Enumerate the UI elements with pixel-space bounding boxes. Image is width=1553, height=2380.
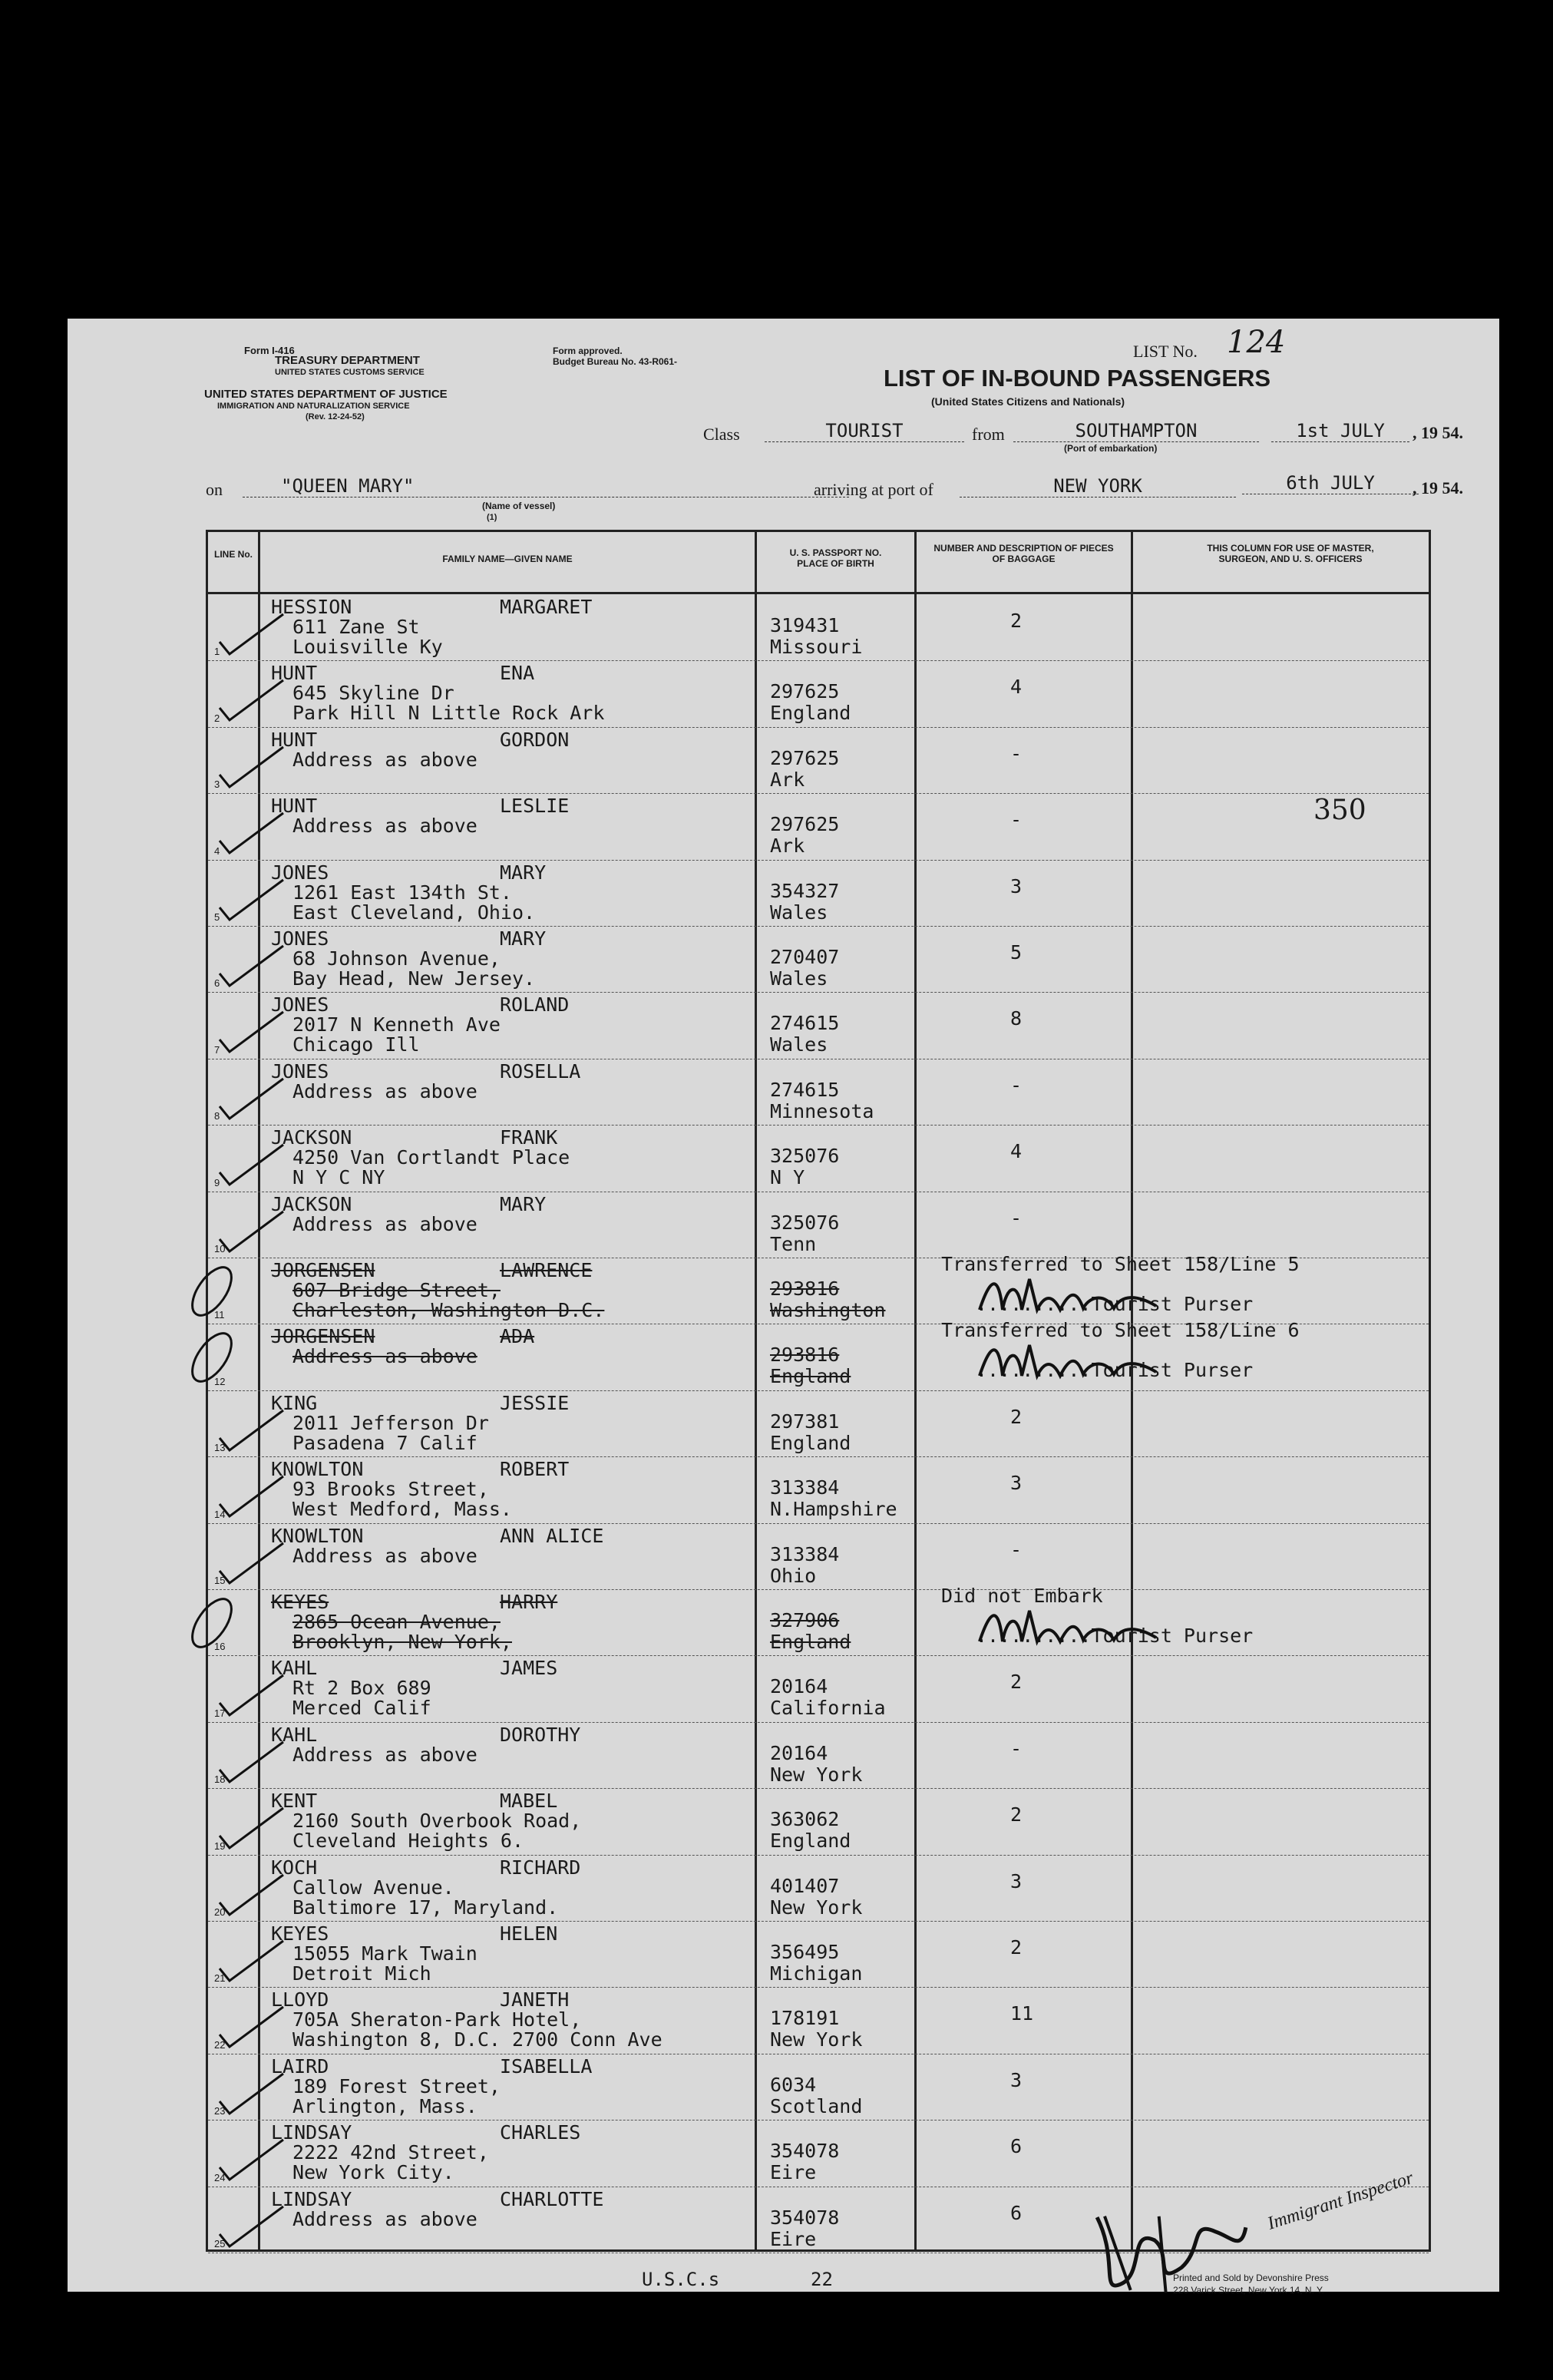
table-row [208, 1390, 1429, 1457]
row-family-name: KING [271, 1391, 318, 1414]
row-passport-number: 293816 [770, 1344, 840, 1367]
check-mark [216, 744, 285, 790]
row-baggage-count: - [1010, 1737, 1023, 1760]
row-place-of-birth: Washington [770, 1299, 886, 1321]
table-row [208, 1523, 1429, 1590]
table-row [208, 1059, 1429, 1126]
row-place-of-birth: N.Hampshire [770, 1498, 897, 1521]
row-baggage-count: 3 [1010, 1869, 1023, 1892]
row-family-name: LAIRD [271, 2054, 329, 2078]
row-address-line1: Address as above [292, 1212, 477, 1235]
row-address-line1: 2222 42nd Street, [292, 2141, 489, 2164]
row-given-name: HELEN [500, 1922, 558, 1945]
row-line-number: 3 [214, 778, 220, 791]
row-address-line1: Address as above [292, 1544, 477, 1567]
row-address-line1: Address as above [292, 815, 477, 838]
check-mark [216, 1009, 285, 1055]
row-given-name: ROLAND [500, 993, 570, 1016]
table-row [208, 594, 1429, 661]
row-place-of-birth: Tenn [770, 1232, 817, 1255]
table-row [208, 1253, 1429, 1324]
treasury-dept: TREASURY DEPARTMENT [275, 354, 420, 367]
row-purser-note: ..........Tourist Purser [976, 1359, 1254, 1382]
row-passport-number: 363062 [770, 1808, 840, 1831]
row-line-number: 24 [214, 2171, 226, 2183]
embark-year: , 19 54. [1413, 423, 1463, 442]
cancel-circle-mark [177, 1261, 246, 1322]
row-place-of-birth: Missouri [770, 636, 863, 658]
row-address-line2: Charleston, Washington D.C. [292, 1299, 605, 1321]
row-passport-number: 354078 [770, 2206, 840, 2229]
check-mark [216, 1540, 285, 1586]
row-given-name: CHARLES [500, 2121, 581, 2144]
from-label: from [972, 425, 1005, 444]
row-given-name: MARGARET [500, 596, 593, 618]
row-line-number: 22 [214, 2038, 226, 2051]
row-given-name: ROSELLA [500, 1059, 581, 1083]
row-place-of-birth: England [770, 1431, 851, 1454]
budget-bureau: Budget Bureau No. 43-R061- [553, 356, 678, 367]
row-family-name: JORGENSEN [271, 1325, 375, 1348]
binder-hole [21, 984, 64, 1027]
row-passport-number: 274615 [770, 1078, 840, 1101]
check-mark [216, 1872, 285, 1918]
row-transfer-note: Transferred to Sheet 158/Line 6 [941, 1319, 1300, 1342]
class-value: TOURIST [765, 420, 964, 442]
row-passport-number: 297625 [770, 746, 840, 769]
binder-hole [21, 1968, 64, 2011]
row-family-name: HESSION [271, 596, 352, 618]
table-row [208, 1319, 1429, 1390]
row-baggage-count: 8 [1010, 1007, 1023, 1030]
row-purser-note: ..........Tourist Purser [976, 1625, 1254, 1647]
check-mark [216, 1473, 285, 1519]
row-passport-number: 325076 [770, 1145, 840, 1168]
row-address-line2: N Y C NY [292, 1166, 385, 1189]
row-line-number: 10 [214, 1242, 226, 1254]
row-given-name: CHARLOTTE [500, 2187, 604, 2210]
row-place-of-birth: New York [770, 1763, 863, 1786]
row-place-of-birth: Michigan [770, 1962, 863, 1985]
row-baggage-count: 2 [1010, 1803, 1023, 1826]
binder-hole [21, 1744, 64, 1787]
revision-date: (Rev. 12-24-52) [306, 412, 365, 421]
on-label: on [206, 480, 223, 499]
row-baggage-count: 11 [1010, 2002, 1034, 2025]
row-address-line2: Pasadena 7 Calif [292, 1431, 477, 1454]
row-given-name: ENA [500, 662, 535, 685]
row-given-name: RICHARD [500, 1856, 581, 1879]
row-address-line2: Baltimore 17, Maryland. [292, 1896, 559, 1919]
row-line-number: 18 [214, 1773, 226, 1786]
row-family-name: JONES [271, 993, 329, 1016]
check-mark [216, 1938, 285, 1984]
row-line-number: 15 [214, 1574, 226, 1586]
table-row [208, 1585, 1429, 1656]
page-title: LIST OF IN-BOUND PASSENGERS [884, 365, 1271, 392]
check-mark [216, 1739, 285, 1785]
ins-service: IMMIGRATION AND NATURALIZATION SERVICE [217, 402, 410, 411]
row-baggage-count: 3 [1010, 874, 1023, 897]
row-address-line2: Arlington, Mass. [292, 2094, 477, 2117]
row-address-line2: New York City. [292, 2161, 454, 2184]
row-line-number: 21 [214, 1972, 226, 1985]
row-address-line2: Louisville Ky [292, 636, 443, 658]
table-row [208, 1125, 1429, 1192]
row-line-number: 16 [214, 1641, 226, 1653]
check-mark [216, 2071, 285, 2117]
row-address-line1: 68 Johnson Avenue, [292, 947, 501, 970]
row-address-line1: 93 Brooks Street, [292, 1478, 489, 1501]
row-place-of-birth: Ark [770, 835, 805, 858]
row-place-of-birth: Wales [770, 1033, 828, 1056]
footer-page-number: 22 [811, 2269, 833, 2290]
row-passport-number: 325076 [770, 1211, 840, 1234]
row-place-of-birth: Eire [770, 2227, 817, 2250]
row-family-name: LINDSAY [271, 2187, 352, 2210]
row-address-line1: 15055 Mark Twain [292, 1942, 477, 1965]
page-subtitle: (United States Citizens and Nationals) [931, 395, 1125, 408]
row-passport-number: 327906 [770, 1609, 840, 1631]
row-baggage-count: 3 [1010, 1472, 1023, 1495]
list-no: 124 [1227, 325, 1286, 360]
purser-signature [976, 1337, 1160, 1383]
row-address-line1: 2011 Jefferson Dr [292, 1411, 489, 1434]
passenger-manifest-sheet [68, 319, 1499, 2296]
row-family-name: KEYES [271, 1922, 329, 1945]
row-line-number: 5 [214, 911, 220, 923]
port-embark-caption: (Port of embarkation) [1064, 443, 1158, 454]
row-place-of-birth: England [770, 1365, 851, 1388]
cancel-circle-mark [177, 1327, 246, 1388]
footer-printer: Printed and Sold by Devonshire Press [1173, 2273, 1329, 2283]
row-baggage-count: 4 [1010, 1140, 1023, 1163]
row-place-of-birth: England [770, 702, 851, 725]
row-baggage-count: 3 [1010, 2068, 1023, 2091]
row-family-name: HUNT [271, 728, 318, 751]
arrival-year: , 19 54. [1413, 478, 1463, 497]
row-address-line1: 611 Zane St [292, 616, 420, 638]
row-place-of-birth: California [770, 1697, 886, 1720]
row-passport-number: 297625 [770, 813, 840, 836]
check-mark [216, 677, 285, 723]
row-line-number: 20 [214, 1906, 226, 1918]
table-row [208, 1655, 1429, 1722]
row-family-name: KEYES [271, 1591, 329, 1613]
row-baggage-count: - [1010, 1206, 1023, 1229]
row-address-line2: Merced Calif [292, 1697, 431, 1720]
row-place-of-birth: Ohio [770, 1564, 817, 1587]
row-place-of-birth: Minnesota [770, 1099, 874, 1122]
row-address-line1: 189 Forest Street, [292, 2074, 501, 2097]
row-baggage-count: 2 [1010, 1405, 1023, 1428]
row-place-of-birth: Wales [770, 967, 828, 990]
row-family-name: JONES [271, 1059, 329, 1083]
check-mark [216, 1208, 285, 1254]
justice-dept: UNITED STATES DEPARTMENT OF JUSTICE [204, 388, 448, 401]
table-row [208, 727, 1429, 794]
row-passport-number: 356495 [770, 1941, 840, 1963]
row-address-line1: 2017 N Kenneth Ave [292, 1013, 501, 1036]
row-address-line1: Address as above [292, 1743, 477, 1766]
check-mark [216, 1407, 285, 1453]
check-mark [216, 877, 285, 923]
binder-hole [21, 2159, 64, 2202]
embark-date: 1st JULY [1271, 420, 1409, 442]
row-passport-number: 319431 [770, 614, 840, 636]
row-line-number: 19 [214, 1840, 226, 1852]
row-given-name: FRANK [500, 1126, 558, 1149]
row-family-name: LINDSAY [271, 2121, 352, 2144]
table-row [208, 1456, 1429, 1523]
row-address-line2: Detroit Mich [292, 1962, 431, 1985]
row-address-line2: Washington 8, D.C. 2700 Conn Ave [292, 2028, 663, 2051]
row-address-line1: Callow Avenue. [292, 1876, 454, 1899]
row-line-number: 25 [214, 2237, 226, 2249]
table-row [208, 1987, 1429, 2054]
row-passport-number: 20164 [770, 1741, 828, 1764]
row-family-name: HUNT [271, 795, 318, 818]
row-baggage-count: - [1010, 808, 1023, 831]
row-passport-number: 20164 [770, 1675, 828, 1698]
row-line-number: 23 [214, 2105, 226, 2117]
arrival-date: 6th JULY [1242, 472, 1419, 494]
row-baggage-count: 5 [1010, 941, 1023, 964]
row-family-name: JONES [271, 861, 329, 884]
row-passport-number: 297625 [770, 680, 840, 703]
row-address-line1: Address as above [292, 1079, 477, 1102]
row-address-line2: Cleveland Heights 6. [292, 1830, 524, 1853]
row-given-name: MARY [500, 861, 547, 884]
vessel-caption: (Name of vessel) [482, 501, 556, 511]
row-family-name: JACKSON [271, 1126, 352, 1149]
row-line-number: 4 [214, 845, 220, 857]
arriving-label: arriving at port of [814, 480, 933, 499]
check-mark [216, 1805, 285, 1851]
row-family-name: JORGENSEN [271, 1259, 375, 1281]
col-header-line-no: LINE No. [214, 549, 253, 560]
row-address-line2: Chicago Ill [292, 1033, 420, 1056]
footer-printer-address: 228 Varick Street, New York 14, N. Y. [1173, 2285, 1324, 2296]
row-given-name: MABEL [500, 1790, 558, 1813]
row-family-name: KNOWLTON [271, 1458, 364, 1481]
row-given-name: ROBERT [500, 1458, 570, 1481]
row-address-line1: Address as above [292, 1345, 477, 1368]
row-passport-number: 354078 [770, 2140, 840, 2163]
table-row [208, 2120, 1429, 2187]
table-row [208, 860, 1429, 927]
binder-hole [21, 1441, 64, 1484]
row-baggage-count: 2 [1010, 1936, 1023, 1959]
row-address-line2: Bay Head, New Jersey. [292, 967, 536, 990]
row-passport-number: 313384 [770, 1542, 840, 1565]
binder-hole [21, 852, 64, 895]
row-given-name: GORDON [500, 728, 570, 751]
row-line-number: 12 [214, 1375, 226, 1387]
row-given-name: LAWRENCE [500, 1259, 593, 1281]
row-place-of-birth: England [770, 1830, 851, 1853]
row-passport-number: 274615 [770, 1012, 840, 1035]
port-of-embarkation: SOUTHAMPTON [1013, 420, 1259, 442]
row-baggage-count: 4 [1010, 676, 1023, 699]
row-line-number: 14 [214, 1508, 226, 1520]
customs-service: UNITED STATES CUSTOMS SERVICE [275, 368, 425, 377]
row-place-of-birth: Ark [770, 768, 805, 791]
binder-hole [21, 517, 64, 560]
row-baggage-count: - [1010, 1073, 1023, 1096]
table-row [208, 660, 1429, 727]
row-line-number: 1 [214, 646, 220, 658]
binder-hole [21, 1184, 64, 1227]
row-baggage-count: - [1010, 1538, 1023, 1561]
row-passport-number: 313384 [770, 1476, 840, 1499]
row-given-name: MARY [500, 1192, 547, 1215]
col-header-baggage: NUMBER AND DESCRIPTION OF PIECES OF BAGGAGE [933, 543, 1114, 564]
col-header-passport: U. S. PASSPORT NO. PLACE OF BIRTH [789, 547, 882, 569]
footer-uscs: U.S.C.s [642, 2269, 720, 2290]
table-row [208, 1921, 1429, 1988]
row-given-name: ANN ALICE [500, 1524, 604, 1547]
row-given-name: JAMES [500, 1657, 558, 1680]
row-given-name: HARRY [500, 1591, 558, 1613]
row-address-line1: 645 Skyline Dr [292, 682, 454, 705]
check-mark [216, 2004, 285, 2050]
row-line-number: 17 [214, 1707, 226, 1719]
row-address-line1: 705A Sheraton-Park Hotel, [292, 2008, 582, 2031]
table-row [208, 992, 1429, 1059]
row-given-name: ISABELLA [500, 2054, 593, 2078]
table-row [208, 1788, 1429, 1855]
row-place-of-birth: Eire [770, 2161, 817, 2184]
row-given-name: ADA [500, 1325, 535, 1348]
row-place-of-birth: N Y [770, 1166, 805, 1189]
binder-hole [21, 362, 64, 405]
row-address-line1: 4250 Van Cortlandt Place [292, 1146, 570, 1169]
table-row [208, 926, 1429, 993]
row-address-line1: 2160 South Overbook Road, [292, 1810, 582, 1833]
row-address-line1: 1261 East 134th St. [292, 881, 512, 904]
row-family-name: KENT [271, 1790, 318, 1813]
row-address-line2: Brooklyn, New York, [292, 1631, 512, 1653]
row-given-name: JESSIE [500, 1391, 570, 1414]
inspector-title: Immigrant Inspector [1265, 2167, 1416, 2234]
col-1-caption: (1) [487, 513, 497, 522]
row-family-name: KNOWLTON [271, 1524, 364, 1547]
row-line-number: 11 [214, 1309, 225, 1321]
row-given-name: DOROTHY [500, 1723, 581, 1746]
row-purser-note: ..........Tourist Purser [976, 1293, 1254, 1315]
table-row [208, 793, 1429, 860]
row-given-name: JANETH [500, 1988, 570, 2011]
row-passport-number: 293816 [770, 1278, 840, 1300]
row-family-name: LLOYD [271, 1988, 329, 2011]
row-passport-number: 297381 [770, 1410, 840, 1433]
check-mark [216, 1076, 285, 1122]
row-passport-number: 270407 [770, 946, 840, 968]
inspector-signature [1079, 2180, 1263, 2319]
row-family-name: HUNT [271, 662, 318, 685]
row-family-name: JONES [271, 927, 329, 950]
class-label: Class [703, 425, 740, 444]
row-family-name: KOCH [271, 1856, 318, 1879]
cancel-circle-mark [177, 1592, 246, 1654]
row-line-number: 8 [214, 1110, 220, 1122]
row-place-of-birth: New York [770, 1896, 863, 1919]
row-passport-number: 354327 [770, 879, 840, 902]
row-address-line2: West Medford, Mass. [292, 1498, 512, 1521]
purser-signature [976, 1603, 1160, 1649]
row-officer-note: 350 [1313, 795, 1366, 827]
row-address-line1: Address as above [292, 748, 477, 771]
list-no-label: LIST No. [1133, 342, 1198, 361]
check-mark [216, 1142, 285, 1188]
row-line-number: 2 [214, 712, 220, 724]
row-place-of-birth: Wales [770, 901, 828, 924]
row-baggage-count: 2 [1010, 610, 1023, 632]
row-passport-number: 178191 [770, 2007, 840, 2030]
row-family-name: KAHL [271, 1723, 318, 1746]
row-baggage-count: 2 [1010, 1671, 1023, 1694]
row-place-of-birth: New York [770, 2028, 863, 2051]
row-baggage-count: 6 [1010, 2135, 1023, 2158]
row-line-number: 6 [214, 977, 220, 990]
check-mark [216, 611, 285, 657]
row-line-number: 13 [214, 1442, 226, 1454]
row-address-line1: 2865 Ocean Avenue, [292, 1611, 501, 1633]
row-family-name: JACKSON [271, 1192, 352, 1215]
row-transfer-note: Transferred to Sheet 158/Line 5 [941, 1253, 1300, 1275]
port-of-arrival: NEW YORK [960, 475, 1236, 497]
row-given-name: MARY [500, 927, 547, 950]
vessel-name: "QUEEN MARY" [243, 475, 849, 497]
form-number: Form I-416 [244, 345, 295, 356]
row-passport-number: 6034 [770, 2073, 817, 2096]
table-row [208, 1722, 1429, 1789]
row-address-line2: East Cleveland, Ohio. [292, 901, 536, 924]
check-mark [216, 810, 285, 856]
col-header-name: FAMILY NAME—GIVEN NAME [442, 554, 573, 564]
row-line-number: 7 [214, 1043, 220, 1056]
row-family-name: KAHL [271, 1657, 318, 1680]
table-row [208, 1855, 1429, 1922]
form-approved: Form approved. [553, 345, 623, 356]
check-mark [216, 2137, 285, 2183]
row-place-of-birth: England [770, 1631, 851, 1653]
row-line-number: 9 [214, 1176, 220, 1188]
col-header-officers: THIS COLUMN FOR USE OF MASTER, SURGEON, AND U. S. OFFICERS [1207, 543, 1374, 564]
row-address-line1: Address as above [292, 2207, 477, 2230]
check-mark [216, 943, 285, 989]
row-address-line2: Park Hill N Little Rock Ark [292, 702, 605, 725]
row-baggage-count: - [1010, 742, 1023, 765]
check-mark [216, 2203, 285, 2249]
row-given-name: LESLIE [500, 795, 570, 818]
passenger-table [206, 530, 1431, 2252]
row-transfer-note: Did not Embark [941, 1585, 1103, 1607]
check-mark [216, 1672, 285, 1718]
row-place-of-birth: Scotland [770, 2094, 863, 2117]
row-baggage-count: 6 [1010, 2201, 1023, 2224]
table-row [208, 1192, 1429, 1258]
row-passport-number: 401407 [770, 1874, 840, 1897]
row-address-line1: Rt 2 Box 689 [292, 1677, 431, 1700]
table-row [208, 2054, 1429, 2121]
row-address-line1: 607 Bridge Street, [292, 1279, 501, 1301]
purser-signature [976, 1271, 1160, 1317]
